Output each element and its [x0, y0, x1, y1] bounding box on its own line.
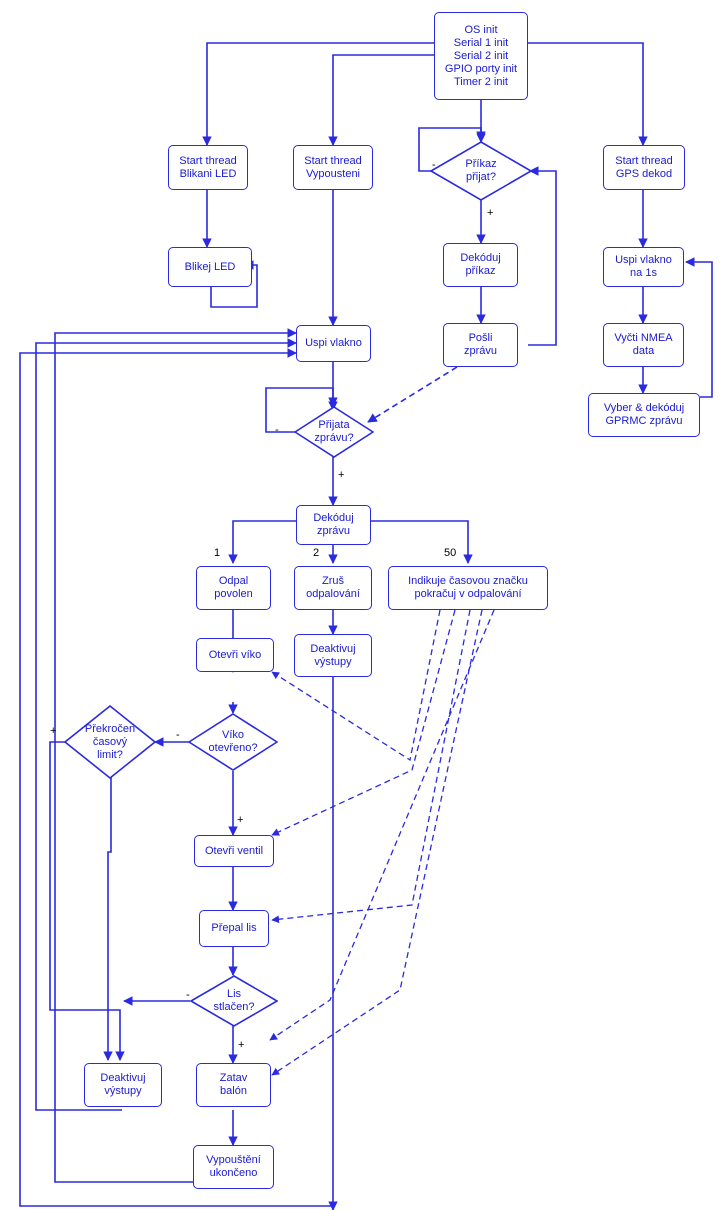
edge-label-case-2: 2	[313, 547, 320, 559]
node-zatav-balon-label: Zatav balón	[219, 1072, 248, 1097]
edge-label-viko-minus: -	[176, 729, 180, 741]
node-lis-stlacen[interactable]	[190, 975, 278, 1027]
edge-label-prikaz-plus: +	[487, 207, 494, 219]
node-prepal-lis[interactable]	[199, 910, 269, 947]
node-uspi-vlakno-1s[interactable]	[603, 247, 684, 287]
node-prikaz-prijat-label: Příkaz přijat?	[465, 158, 497, 183]
node-vyber-gprmc[interactable]	[588, 393, 700, 437]
node-blikej-led-label: Blikej LED	[184, 260, 236, 273]
node-dekoduj-prikaz-label: Dekóduj příkaz	[460, 252, 501, 277]
node-odpal-povolen-label: Odpal povolen	[214, 575, 253, 600]
node-otevri-ventil-label: Otevři ventil	[204, 844, 264, 857]
edge-label-lis-minus: -	[186, 989, 190, 1001]
edge-label-zprava-minus: -	[275, 424, 279, 436]
node-start-thread-led-label: Start thread Blikani LED	[179, 154, 237, 180]
node-indikuje-znacku[interactable]	[388, 566, 548, 610]
edge-label-zprava-plus: +	[338, 469, 345, 481]
node-vycti-nmea-label: Vyčti NMEA data	[614, 332, 673, 357]
node-posli-zpravu-label: Pošli zprávu	[463, 332, 498, 357]
node-os-init[interactable]	[434, 12, 528, 100]
node-uspi-vlakno[interactable]	[296, 325, 371, 362]
node-blikej-led[interactable]	[168, 247, 252, 287]
node-zrus-odpalovani[interactable]	[294, 566, 372, 610]
node-otevri-viko-label: Otevři víko	[208, 648, 262, 661]
node-zrus-odpalovani-label: Zruš odpalování	[306, 575, 360, 600]
node-vyber-gprmc-label: Vyber & dekóduj GPRMC zprávu	[603, 402, 685, 427]
node-start-thread-gps[interactable]	[603, 145, 685, 190]
node-lis-stlacen-label: Lis stlačen?	[213, 988, 255, 1013]
node-start-thread-led[interactable]	[168, 145, 248, 190]
edge-label-viko-plus: +	[237, 814, 244, 826]
node-deaktivuj-vystupy-1[interactable]	[294, 634, 372, 677]
node-start-thread-vypousteni[interactable]	[293, 145, 373, 190]
node-vycti-nmea[interactable]	[603, 323, 684, 367]
node-dekoduj-prikaz[interactable]	[443, 243, 518, 287]
node-uspi-vlakno-label: Uspi vlakno	[305, 337, 362, 349]
node-viko-otevreno[interactable]	[188, 713, 278, 771]
edge-label-case-1: 1	[214, 547, 221, 559]
node-prikaz-prijat[interactable]	[430, 141, 532, 201]
node-otevri-ventil[interactable]	[194, 835, 274, 867]
node-prekrocen-limit[interactable]	[64, 705, 156, 779]
edge-label-case-50: 50	[444, 547, 457, 559]
node-prekrocen-limit-label: Překročen časový limit?	[84, 722, 136, 761]
node-os-init-label: OS init Serial 1 init Serial 2 init GPIO porty init Timer 2 init	[444, 23, 518, 88]
node-start-thread-vypousteni-label: Start thread Vypousteni	[304, 154, 362, 180]
node-prepal-lis-label: Přepal lis	[211, 922, 257, 934]
node-deaktivuj-vystupy-1-label: Deaktivuj výstupy	[310, 642, 356, 668]
node-zatav-balon[interactable]	[196, 1063, 271, 1107]
node-otevri-viko[interactable]	[196, 638, 274, 672]
node-posli-zpravu[interactable]	[443, 323, 518, 367]
node-indikuje-znacku-label: Indikuje časovou značku pokračuj v odpalování	[408, 575, 528, 600]
node-dekoduj-zpravu[interactable]	[296, 505, 371, 545]
node-vypousteni-ukonceno-label: Vypouštění ukončeno	[206, 1154, 261, 1179]
node-uspi-vlakno-1s-label: Uspi vlakno na 1s	[615, 254, 672, 279]
node-odpal-povolen[interactable]	[196, 566, 271, 610]
node-prijata-zprava[interactable]	[294, 406, 374, 458]
node-vypousteni-ukonceno[interactable]	[193, 1145, 274, 1189]
node-deaktivuj-vystupy-2-label: Deaktivuj výstupy	[100, 1072, 146, 1097]
node-start-thread-gps-label: Start thread GPS dekod	[615, 154, 673, 180]
edge-label-prikaz-minus: -	[432, 159, 436, 171]
node-prijata-zprava-label: Přijata zprávu?	[314, 419, 354, 444]
edge-label-lis-plus: +	[238, 1039, 245, 1051]
node-deaktivuj-vystupy-2[interactable]	[84, 1063, 162, 1107]
edge-label-limit-plus: +	[50, 725, 57, 737]
node-viko-otevreno-label: Víko otevřeno?	[208, 729, 258, 754]
node-dekoduj-zpravu-label: Dekóduj zprávu	[313, 512, 354, 537]
